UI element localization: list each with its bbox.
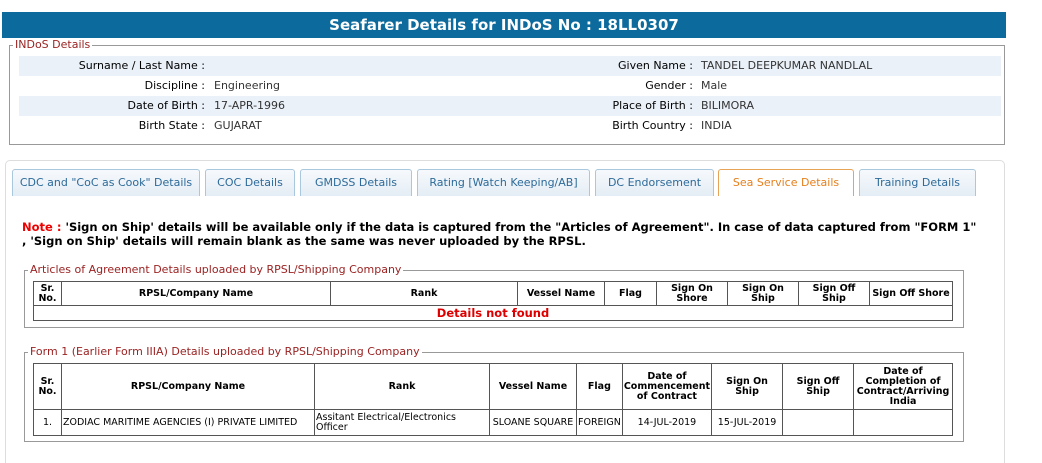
tab-sea-service-details[interactable]: Sea Service Details [718, 169, 854, 196]
dob-label: Date of Birth : [127, 99, 205, 112]
tab-cdc-details[interactable]: CDC and "CoC as Cook" Details [12, 169, 200, 196]
note-text: 'Sign on Ship' details will be available only if the data is captured from the "Articles of Agreement". In case of data captured from "FORM 1" , 'Sign on Ship' details will remain blank as the same was never uploaded by the RPSL. [22, 220, 977, 248]
cell-completion [854, 410, 953, 436]
articles-table [33, 281, 953, 321]
articles-legend: Articles of Agreement Details uploaded by RPSL/Shipping Company [30, 263, 402, 276]
birth-state-value: GUJARAT [214, 119, 262, 132]
tab-coc-details[interactable]: COC Details [205, 169, 295, 196]
indos-details-panel [9, 38, 1005, 145]
page-title: Seafarer Details for INDoS No : 18LL0307 [2, 12, 1006, 38]
dob-value: 17-APR-1996 [214, 99, 286, 112]
tab-rating[interactable]: Rating [Watch Keeping/AB] [417, 169, 590, 196]
col-rank: Rank [315, 364, 490, 410]
col-company-name: RPSL/Company Name [62, 282, 331, 306]
table-header-row [34, 364, 953, 410]
col-rank: Rank [331, 282, 518, 306]
col-company-name: RPSL/Company Name [62, 364, 315, 410]
indos-legend: INDoS Details [15, 38, 91, 51]
col-sign-on-ship: Sign On Ship [712, 364, 783, 410]
cell-sr-no: 1. [34, 410, 62, 436]
cell-commencement: 14-JUL-2019 [622, 410, 711, 436]
cell-vessel-name: SLOANE SQUARE [490, 410, 577, 436]
col-sign-off-shore: Sign Off Shore [870, 282, 953, 306]
col-vessel-name: Vessel Name [490, 364, 577, 410]
col-sign-on-ship: Sign On Ship [728, 282, 799, 306]
col-sign-off-ship: Sign Off Ship [799, 282, 870, 306]
col-sign-on-shore: Sign On Shore [657, 282, 728, 306]
tab-dc-endorsement[interactable]: DC Endorsement [595, 169, 714, 196]
form1-legend: Form 1 (Earlier Form IIIA) Details uploaded by RPSL/Shipping Company [30, 345, 420, 358]
col-commencement: Date of Commencement of Contract [622, 364, 711, 410]
table-row [34, 306, 953, 321]
birth-state-label: Birth State : [138, 119, 205, 132]
indos-row [19, 96, 1001, 116]
birth-country-label: Birth Country : [612, 119, 693, 132]
surname-label: Surname / Last Name : [78, 59, 205, 72]
details-not-found: Details not found [34, 306, 953, 321]
col-flag: Flag [577, 364, 623, 410]
place-of-birth-label: Place of Birth : [612, 99, 693, 112]
col-sign-off-ship: Sign Off Ship [783, 364, 854, 410]
tab-training-details[interactable]: Training Details [859, 169, 976, 196]
note-prefix: Note : [22, 220, 62, 234]
discipline-label: Discipline : [144, 79, 205, 92]
discipline-value: Engineering [214, 79, 280, 92]
cell-sign-on-ship: 15-JUL-2019 [712, 410, 783, 436]
cell-sign-off-ship [783, 410, 854, 436]
col-completion: Date of Completion of Contract/Arriving India [854, 364, 953, 410]
tab-gmdss-details[interactable]: GMDSS Details [300, 169, 412, 196]
col-sr-no: Sr. No. [34, 364, 62, 410]
birth-country-value: INDIA [701, 119, 732, 132]
given-name-label: Given Name : [618, 59, 693, 72]
gender-value: Male [701, 79, 728, 92]
indos-row [19, 56, 1001, 76]
form1-table [33, 363, 953, 436]
place-of-birth-value: BILIMORA [701, 99, 755, 112]
cell-company-name: ZODIAC MARITIME AGENCIES (I) PRIVATE LIMITED [62, 410, 315, 436]
cell-flag: FOREIGN [577, 410, 623, 436]
gender-label: Gender : [645, 79, 693, 92]
col-sr-no: Sr. No. [34, 282, 62, 306]
indos-row [19, 76, 1001, 96]
sign-on-note [22, 220, 977, 248]
col-flag: Flag [605, 282, 657, 306]
given-name-value: TANDEL DEEPKUMAR NANDLAL [701, 59, 873, 72]
cell-rank: Assitant Electrical/Electronics Officer [315, 410, 490, 436]
table-row [34, 410, 953, 436]
col-vessel-name: Vessel Name [518, 282, 605, 306]
indos-row [19, 116, 1001, 136]
table-header-row [34, 282, 953, 306]
